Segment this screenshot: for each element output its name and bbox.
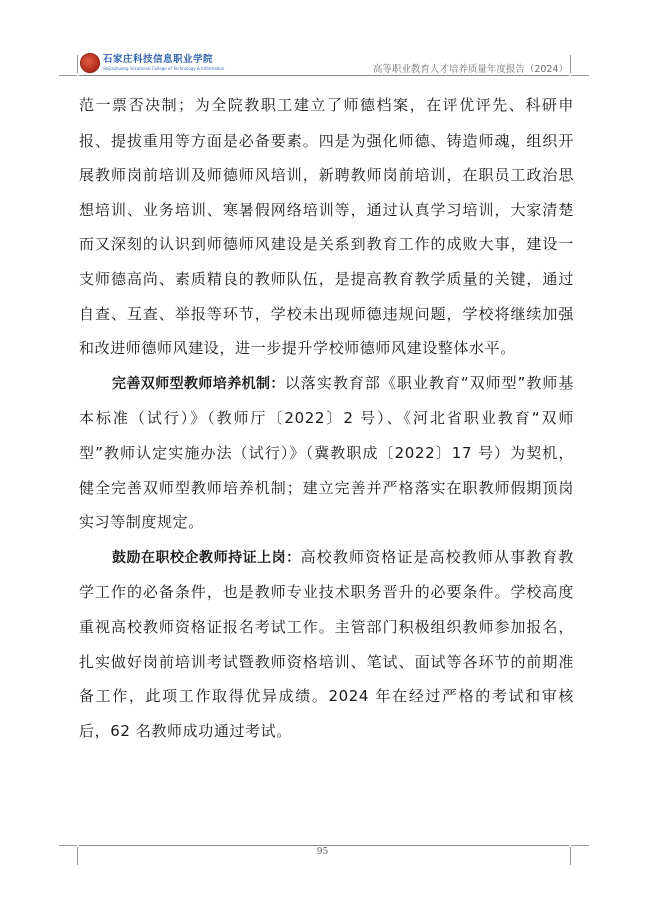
crop-mark-br-h	[571, 845, 589, 846]
logo-text	[103, 55, 224, 71]
page-body	[79, 88, 574, 748]
report-header-title: 高等职业教育人才培养质量年度报告（2024）	[372, 64, 568, 75]
logo-chinese-name: 石家庄科技信息职业学院	[103, 54, 214, 66]
paragraph-text: 高校教师资格证是高校教师从事教育教学工作的必备条件，也是教师专业技术职务晋升的必要条件。学校高度重视高校教师资格证报名考试工作。主管部门积极组织教师参加报名，扎实做好岗前培训考试暨教师资格培训、笔试、面试等各环节的前期准备工作，此项工作取得优异成绩。2024 年在经过严格的考试和审核后，62 名教师成功通过考试。	[79, 547, 575, 740]
crop-mark-tr-h	[571, 75, 589, 76]
crop-mark-tl-v	[77, 55, 78, 73]
paragraph-teacher-certification	[79, 540, 574, 749]
footer-rule	[79, 845, 569, 846]
college-logo	[80, 52, 225, 74]
crop-mark-bl-h	[59, 845, 77, 846]
paragraph-lead: 鼓励在职校企教师持证上岗：	[112, 549, 301, 566]
college-emblem-icon	[80, 53, 100, 73]
paragraph-text: 以落实教育部《职业教育“双师型”教师基本标准（试行）》（教师厅〔2022〕2 号）、《河北省职业教育“双师型”教师认定实施办法（试行）》（冀教职成〔2022〕17 号）为契机，健全完善双师型教师培养机制；建立完善并严格落实在职教师假期顶岗实习等制度规定。	[79, 373, 575, 532]
header-rule	[79, 75, 569, 76]
paragraph-text: 范一票否决制；为全院教职工建立了师德档案，在评优评先、科研申报、提拔重用等方面是必备要素。四是为强化师德、铸造师魂，组织开展教师岗前培训及师德师风培训，新聘教师岗前培训，在职员工政治思想培训、业务培训、寒暑假网络培训等，通过认真学习培训，大家清楚而又深刻的认识到师德师风建设是关系到教育工作的成败大事，建设一支师德高尚、素质精良的教师队伍，是提高教育教学质量的关键，通过自查、互查、举报等环节，学校未出现师德违规问题，学校将继续加强和改进师德师风建设，进一步提升学校师德师风建设整体水平。	[79, 96, 574, 358]
paragraph-teacher-ethics	[79, 88, 574, 366]
page-number: 95	[316, 847, 329, 857]
paragraph-lead: 完善双师型教师培养机制：	[112, 375, 285, 392]
paragraph-dual-qualified-teachers	[79, 366, 574, 540]
crop-mark-tl-h	[59, 75, 77, 76]
crop-mark-tr-v	[570, 55, 571, 73]
logo-english-name: Shijiazhuang Vocational College of Technology & Information	[103, 65, 225, 71]
